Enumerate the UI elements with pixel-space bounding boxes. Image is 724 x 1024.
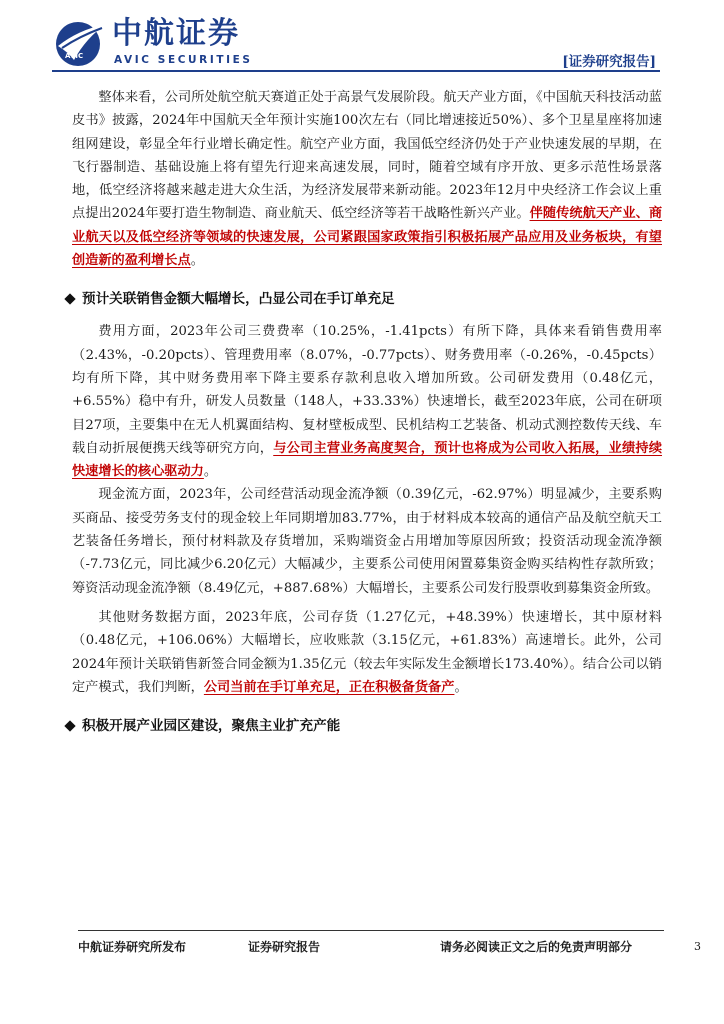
- page-number: 3: [694, 940, 701, 953]
- paragraph-text: 现金流方面，2023年，公司经营活动现金流净额（0.39亿元，-62.97%）明显减少，主要系购买商品、接受劳务支付的现金较上年同期增加83.77%，由于材料成本较高的通信产品及航空航天工艺装备任务增长，预付材料款及存货增加，采购端资金占用增加等原因所致；投资活动现金流净额（-7.73亿元，同比减少6.20亿元）大幅减少，主要系公司使用闲置募集资金购买结构性存款所致；筹资活动现金流净额（8.49亿元，+887.68%）大幅增长，主要系公司发行股票收到募集资金所致。: [72, 487, 662, 596]
- logo-mark-text: AVIC: [65, 52, 84, 60]
- paragraph-other-financials: [72, 606, 662, 699]
- main-content: [72, 86, 662, 747]
- report-type-tag: [证券研究报告]: [562, 54, 656, 70]
- paragraph-end: 。: [190, 253, 204, 269]
- paragraph-text: 其他财务数据方面，2023年底，公司存货（1.27亿元，+48.39%）快速增长，其中原材料（0.48亿元，+106.06%）大幅增长，应收账款（3.15亿元，+61.83%）高速增长。此外，公司2024年预计关联销售新签合同金额为1.35亿元（较去年实际发生金额增长173.40%）。结合公司以销定产模式，我们判断，: [72, 609, 662, 695]
- highlight-text: 公司当前在手订单充足，正在积极备货备产: [203, 679, 455, 695]
- footer-disclaimer-note: 请务必阅读正文之后的免责声明部分: [440, 940, 633, 954]
- diamond-bullet-icon: [64, 294, 75, 305]
- paragraph-end: 。: [203, 464, 218, 480]
- footer-divider: [78, 930, 664, 931]
- footer-publisher: 中航证券研究所发布: [78, 940, 187, 954]
- footer-report-type: 证券研究报告: [248, 940, 321, 954]
- paragraph-text: 费用方面，2023年公司三费费率（10.25%，-1.41pcts）有所下降，具体来看销售费用率（2.43%，-0.20pcts）、管理费用率（8.07%，-0.77pcts）、财务费用率（-0.26%，-0.45pcts）均有所下降，其中财务费用率下降主要系存款利息收入增加所致。公司研发费用（0.48亿元，+6.55%）稳中有升，研发人员数量（148人，+33.33%）快速增长，截至2023年底，公司在研项目27项，主要集中在无人机翼面结构、复材壁板成型、民机结构工艺装备、机动式测控数传天线、车载自动折展便携天线等研究方向，: [72, 324, 662, 456]
- section-heading-text: 预计关联销售金额大幅增长，凸显公司在手订单充足: [82, 291, 395, 308]
- highlight-text: 与公司主营业务高度契合，预计也将成为公司收入拓展，业绩持续快速增长的核心驱动力: [72, 440, 663, 480]
- company-logo: [52, 14, 252, 70]
- paragraph-cash-flow: [72, 483, 662, 599]
- section-heading-related-sales: [62, 288, 662, 310]
- paragraph-industry-outlook: [72, 86, 662, 272]
- highlight-text: 伴随传统航天产业、商业航天以及低空经济等领域的快速发展，公司紧跟国家政策指引积极拓展产品应用及业务板块，有望创造新的盈利增长点: [72, 206, 663, 269]
- header-divider: [52, 70, 660, 72]
- section-heading-industrial-park: [62, 715, 662, 737]
- section-heading-text: 积极开展产业园区建设，聚焦主业扩充产能: [82, 718, 341, 735]
- avic-logo-icon: [52, 16, 108, 68]
- page-header: [0, 0, 724, 80]
- paragraph-end: 。: [454, 679, 468, 695]
- diamond-bullet-icon: [64, 720, 75, 731]
- page-footer: [0, 930, 724, 970]
- logo-english-name: AVIC SECURITIES: [114, 54, 253, 66]
- paragraph-expenses: [72, 320, 662, 483]
- paragraph-text: 整体来看，公司所处航空航天赛道正处于高景气发展阶段。航天产业方面，《中国航天科技活动蓝皮书》披露，2024年中国航天全年预计实施100次左右（同比增速接近50%）、多个卫星星座将加速组网建设，彰显全年行业增长确定性。航空产业方面，我国低空经济仍处于产业快速发展的早期，在飞行器制造、基础设施上将有望先行迎来高速发展，同时，随着空域有序开放、更多示范性场景落地，低空经济将越来越走进大众生活，为经济发展带来新动能。2023年12月中央经济工作会议上重点提出2024年要打造生物制造、商业航天、低空经济等若干战略性新兴产业。: [72, 90, 662, 222]
- logo-chinese-name: 中航证券: [112, 16, 240, 51]
